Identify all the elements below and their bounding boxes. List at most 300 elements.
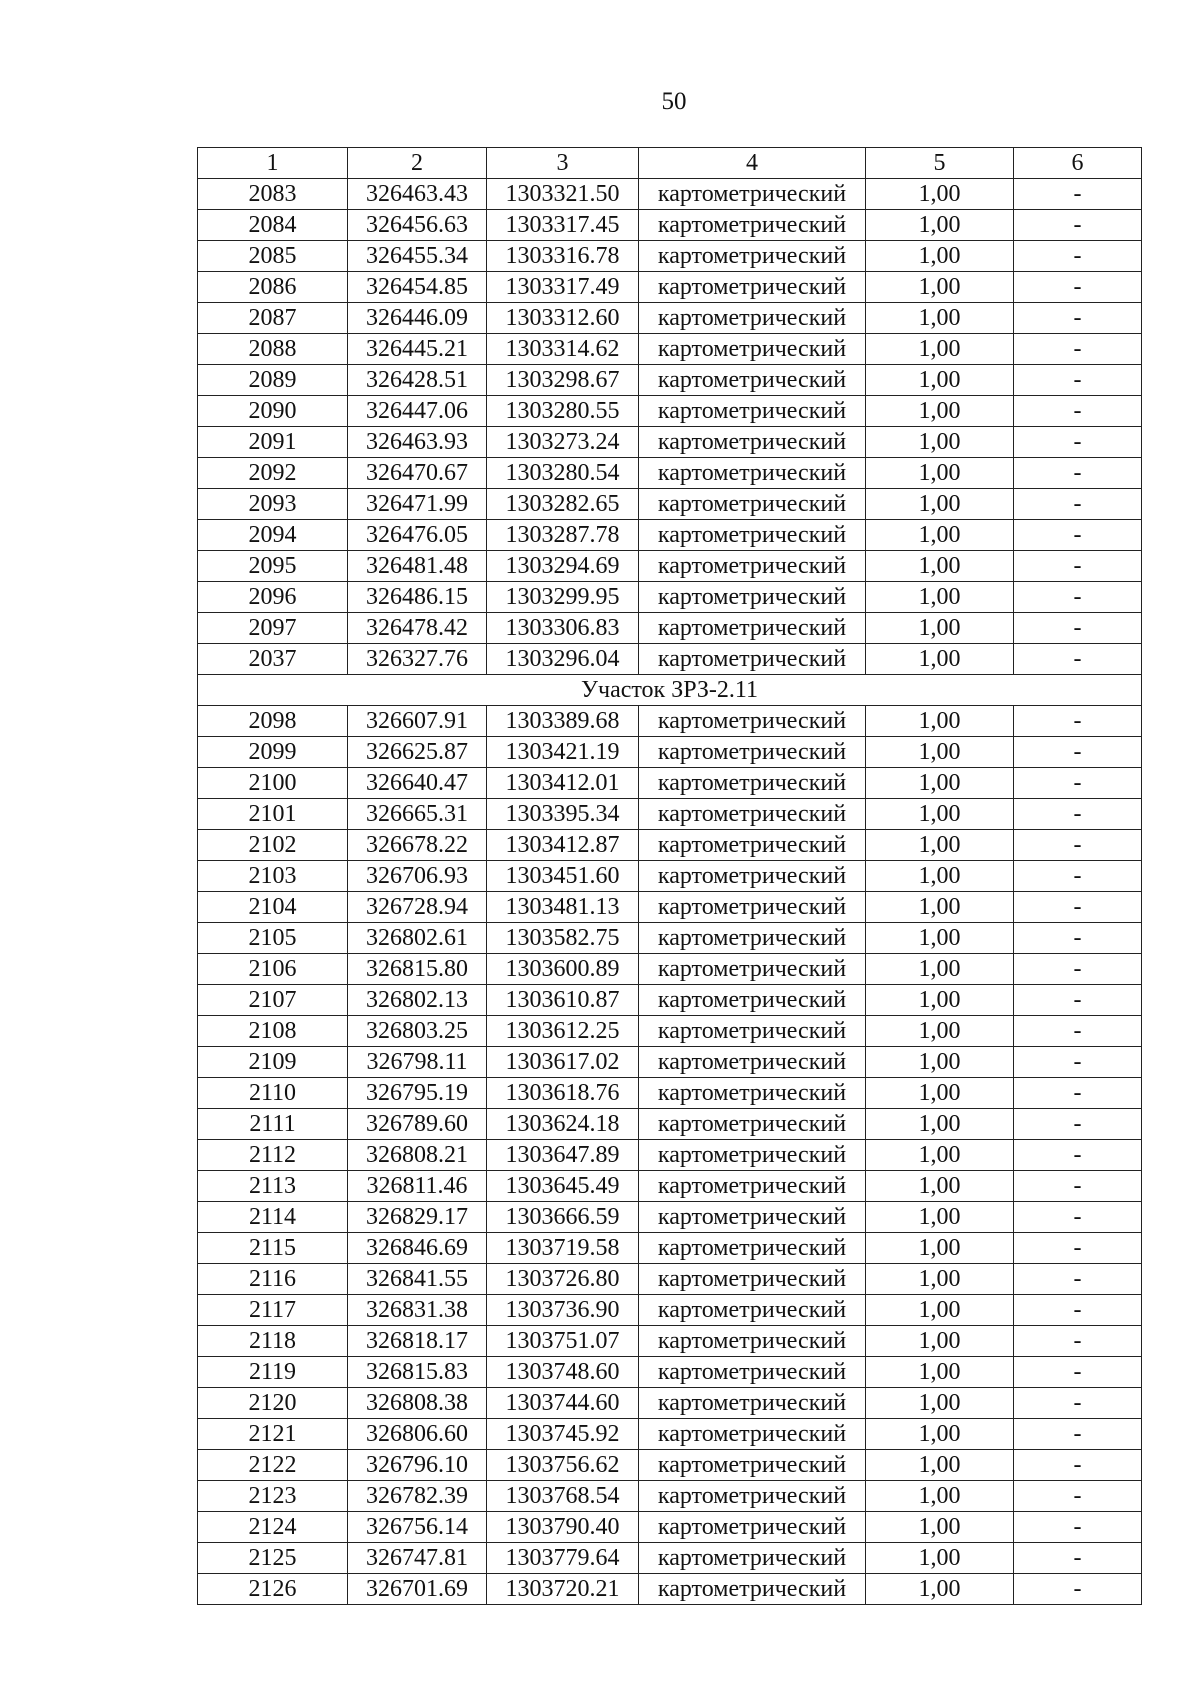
table-header-cell: 5 [866, 148, 1014, 179]
table-cell: 1,00 [866, 334, 1014, 365]
table-cell: 1303647.89 [487, 1140, 639, 1171]
table-row [198, 582, 1142, 613]
table-cell: 1303312.60 [487, 303, 639, 334]
table-cell: 1303719.58 [487, 1233, 639, 1264]
table-cell: картометрический [639, 551, 866, 582]
table-cell: 1303298.67 [487, 365, 639, 396]
table-row [198, 1078, 1142, 1109]
table-cell: - [1014, 830, 1142, 861]
table-row [198, 923, 1142, 954]
table-cell: картометрический [639, 1295, 866, 1326]
table-cell: 326789.60 [348, 1109, 487, 1140]
table-cell: 1303748.60 [487, 1357, 639, 1388]
table-cell: 1303610.87 [487, 985, 639, 1016]
table-cell: - [1014, 923, 1142, 954]
table-cell: 326803.25 [348, 1016, 487, 1047]
table-cell: - [1014, 1078, 1142, 1109]
table-cell: - [1014, 613, 1142, 644]
table-cell: 1,00 [866, 1450, 1014, 1481]
table-cell: 1303273.24 [487, 427, 639, 458]
table-cell: - [1014, 1264, 1142, 1295]
table-cell: 1,00 [866, 1016, 1014, 1047]
table-cell: 1,00 [866, 706, 1014, 737]
table-row [198, 1295, 1142, 1326]
table-cell: 2104 [198, 892, 348, 923]
table-cell: 2091 [198, 427, 348, 458]
table-cell: 1,00 [866, 1295, 1014, 1326]
table-cell: картометрический [639, 1140, 866, 1171]
table-cell: - [1014, 179, 1142, 210]
table-row [198, 365, 1142, 396]
table-cell: картометрический [639, 396, 866, 427]
table-row [198, 892, 1142, 923]
table-cell: 2108 [198, 1016, 348, 1047]
table-cell: 326470.67 [348, 458, 487, 489]
table-cell: 326706.93 [348, 861, 487, 892]
table-cell: 1303395.34 [487, 799, 639, 830]
table-cell: 1,00 [866, 272, 1014, 303]
table-cell: 1,00 [866, 613, 1014, 644]
table-cell: картометрический [639, 613, 866, 644]
table-cell: 326640.47 [348, 768, 487, 799]
table-row [198, 737, 1142, 768]
table-cell: - [1014, 1388, 1142, 1419]
table-header-cell: 2 [348, 148, 487, 179]
table-row [198, 241, 1142, 272]
table-cell: 2109 [198, 1047, 348, 1078]
table-cell: 2095 [198, 551, 348, 582]
table-cell: 2102 [198, 830, 348, 861]
table-cell: 1303314.62 [487, 334, 639, 365]
table-cell: 1,00 [866, 1264, 1014, 1295]
table-row [198, 489, 1142, 520]
table-cell: картометрический [639, 303, 866, 334]
table-cell: - [1014, 737, 1142, 768]
table-cell: 1303389.68 [487, 706, 639, 737]
table-cell: 326728.94 [348, 892, 487, 923]
table-cell: - [1014, 768, 1142, 799]
table-cell: - [1014, 1109, 1142, 1140]
table-cell: 1303745.92 [487, 1419, 639, 1450]
table-cell: 1,00 [866, 1233, 1014, 1264]
table-cell: 1303618.76 [487, 1078, 639, 1109]
table-cell: картометрический [639, 1047, 866, 1078]
table-cell: 1303294.69 [487, 551, 639, 582]
table-cell: картометрический [639, 458, 866, 489]
table-cell: картометрический [639, 365, 866, 396]
table-cell: картометрический [639, 179, 866, 210]
table-cell: 2037 [198, 644, 348, 675]
table-cell: 326808.21 [348, 1140, 487, 1171]
table-cell: 1303299.95 [487, 582, 639, 613]
table-cell: 326802.61 [348, 923, 487, 954]
table-cell: 2110 [198, 1078, 348, 1109]
table-cell: картометрический [639, 1202, 866, 1233]
table-cell: 1,00 [866, 582, 1014, 613]
table-cell: картометрический [639, 923, 866, 954]
table-cell: 326625.87 [348, 737, 487, 768]
table-cell: 2117 [198, 1295, 348, 1326]
section-title: Участок ЗРЗ-2.11 [198, 675, 1142, 706]
table-cell: 1,00 [866, 768, 1014, 799]
coordinates-table-body [198, 148, 1142, 1605]
table-cell: картометрический [639, 1481, 866, 1512]
table-cell: - [1014, 892, 1142, 923]
table-row [198, 985, 1142, 1016]
table-row [198, 1109, 1142, 1140]
table-cell: 326795.19 [348, 1078, 487, 1109]
table-cell: 1303612.25 [487, 1016, 639, 1047]
table-cell: 1303421.19 [487, 737, 639, 768]
table-cell: - [1014, 954, 1142, 985]
table-cell: 2090 [198, 396, 348, 427]
table-cell: 1,00 [866, 1202, 1014, 1233]
table-row [198, 706, 1142, 737]
table-cell: 2093 [198, 489, 348, 520]
table-row [198, 830, 1142, 861]
table-row [198, 1481, 1142, 1512]
table-cell: 326831.38 [348, 1295, 487, 1326]
table-cell: 2120 [198, 1388, 348, 1419]
table-row [198, 1326, 1142, 1357]
table-cell: - [1014, 427, 1142, 458]
table-cell: картометрический [639, 1326, 866, 1357]
table-cell: 326841.55 [348, 1264, 487, 1295]
table-cell: 326806.60 [348, 1419, 487, 1450]
table-cell: картометрический [639, 272, 866, 303]
table-cell: 326798.11 [348, 1047, 487, 1078]
table-cell: 1,00 [866, 520, 1014, 551]
table-row [198, 458, 1142, 489]
table-cell: 2124 [198, 1512, 348, 1543]
table-row [198, 1450, 1142, 1481]
table-cell: - [1014, 799, 1142, 830]
table-cell: 2100 [198, 768, 348, 799]
table-cell: 326607.91 [348, 706, 487, 737]
table-cell: 1,00 [866, 1357, 1014, 1388]
table-cell: 1,00 [866, 365, 1014, 396]
table-cell: 326455.34 [348, 241, 487, 272]
table-cell: картометрический [639, 1016, 866, 1047]
table-cell: картометрический [639, 861, 866, 892]
table-cell: 2088 [198, 334, 348, 365]
table-cell: 2118 [198, 1326, 348, 1357]
table-cell: 2096 [198, 582, 348, 613]
table-cell: - [1014, 1419, 1142, 1450]
table-cell: 2115 [198, 1233, 348, 1264]
table-cell: 1,00 [866, 1388, 1014, 1419]
table-cell: 2097 [198, 613, 348, 644]
table-cell: картометрический [639, 489, 866, 520]
table-cell: - [1014, 1481, 1142, 1512]
table-cell: 1303790.40 [487, 1512, 639, 1543]
table-cell: - [1014, 1016, 1142, 1047]
table-row [198, 210, 1142, 241]
table-cell: 1,00 [866, 1481, 1014, 1512]
table-row [198, 1233, 1142, 1264]
table-cell: 1303666.59 [487, 1202, 639, 1233]
table-header-row [198, 148, 1142, 179]
table-cell: 1303768.54 [487, 1481, 639, 1512]
table-cell: 1303287.78 [487, 520, 639, 551]
table-cell: 326486.15 [348, 582, 487, 613]
table-cell: 1,00 [866, 210, 1014, 241]
table-cell: 2085 [198, 241, 348, 272]
table-cell: - [1014, 1357, 1142, 1388]
table-cell: картометрический [639, 954, 866, 985]
table-cell: - [1014, 1326, 1142, 1357]
table-cell: картометрический [639, 241, 866, 272]
table-cell: картометрический [639, 768, 866, 799]
table-cell: картометрический [639, 1109, 866, 1140]
table-cell: картометрический [639, 1171, 866, 1202]
table-cell: 2084 [198, 210, 348, 241]
table-cell: 1,00 [866, 241, 1014, 272]
table-cell: - [1014, 1140, 1142, 1171]
table-cell: 1,00 [866, 427, 1014, 458]
table-cell: 1303321.50 [487, 179, 639, 210]
table-cell: 1303779.64 [487, 1543, 639, 1574]
table-cell: картометрический [639, 210, 866, 241]
table-cell: 1,00 [866, 923, 1014, 954]
table-cell: 1,00 [866, 1326, 1014, 1357]
table-cell: 2087 [198, 303, 348, 334]
table-cell: 1,00 [866, 985, 1014, 1016]
table-row [198, 303, 1142, 334]
table-cell: 1303316.78 [487, 241, 639, 272]
table-cell: - [1014, 520, 1142, 551]
table-cell: - [1014, 1574, 1142, 1605]
table-cell: картометрический [639, 1233, 866, 1264]
table-cell: 1303720.21 [487, 1574, 639, 1605]
table-cell: - [1014, 1512, 1142, 1543]
table-cell: 326701.69 [348, 1574, 487, 1605]
table-cell: 326463.43 [348, 179, 487, 210]
table-header-cell: 6 [1014, 148, 1142, 179]
table-cell: картометрический [639, 706, 866, 737]
table-cell: - [1014, 489, 1142, 520]
table-cell: 1,00 [866, 737, 1014, 768]
table-cell: 1,00 [866, 1047, 1014, 1078]
table-cell: картометрический [639, 644, 866, 675]
table-cell: 1,00 [866, 892, 1014, 923]
table-cell: 1,00 [866, 458, 1014, 489]
table-row [198, 861, 1142, 892]
table-cell: - [1014, 582, 1142, 613]
table-cell: 1303645.49 [487, 1171, 639, 1202]
table-cell: 2126 [198, 1574, 348, 1605]
table-row [198, 396, 1142, 427]
table-cell: картометрический [639, 1388, 866, 1419]
table-cell: 2121 [198, 1419, 348, 1450]
table-cell: 1303582.75 [487, 923, 639, 954]
table-row [198, 644, 1142, 675]
table-cell: картометрический [639, 1357, 866, 1388]
table-cell: 326756.14 [348, 1512, 487, 1543]
table-cell: 326802.13 [348, 985, 487, 1016]
table-cell: - [1014, 1233, 1142, 1264]
table-header-cell: 1 [198, 148, 348, 179]
table-cell: 1,00 [866, 551, 1014, 582]
table-cell: 326782.39 [348, 1481, 487, 1512]
table-cell: 326463.93 [348, 427, 487, 458]
table-cell: 326665.31 [348, 799, 487, 830]
table-cell: 2107 [198, 985, 348, 1016]
table-cell: - [1014, 861, 1142, 892]
table-row [198, 768, 1142, 799]
table-cell: картометрический [639, 1543, 866, 1574]
table-cell: 2125 [198, 1543, 348, 1574]
table-cell: 1303306.83 [487, 613, 639, 644]
table-cell: 2119 [198, 1357, 348, 1388]
table-cell: 326327.76 [348, 644, 487, 675]
table-row [198, 1357, 1142, 1388]
table-cell: - [1014, 985, 1142, 1016]
table-cell: картометрический [639, 1078, 866, 1109]
table-cell: 326829.17 [348, 1202, 487, 1233]
table-cell: 1303736.90 [487, 1295, 639, 1326]
table-cell: 1303412.87 [487, 830, 639, 861]
table-cell: - [1014, 272, 1142, 303]
table-cell: 326808.38 [348, 1388, 487, 1419]
table-cell: 1,00 [866, 1574, 1014, 1605]
table-cell: 1303481.13 [487, 892, 639, 923]
table-cell: 1,00 [866, 799, 1014, 830]
table-cell: 2103 [198, 861, 348, 892]
table-cell: 1,00 [866, 830, 1014, 861]
table-cell: 2099 [198, 737, 348, 768]
table-cell: картометрический [639, 427, 866, 458]
table-cell: 1,00 [866, 1140, 1014, 1171]
table-cell: картометрический [639, 334, 866, 365]
table-cell: 2112 [198, 1140, 348, 1171]
table-row [198, 520, 1142, 551]
table-row [198, 334, 1142, 365]
table-cell: 1,00 [866, 1543, 1014, 1574]
table-cell: 1303296.04 [487, 644, 639, 675]
table-row [198, 1388, 1142, 1419]
table-cell: 2111 [198, 1109, 348, 1140]
table-cell: - [1014, 458, 1142, 489]
table-row [198, 954, 1142, 985]
table-cell: 1303624.18 [487, 1109, 639, 1140]
table-cell: 326445.21 [348, 334, 487, 365]
table-cell: картометрический [639, 985, 866, 1016]
table-cell: 1,00 [866, 396, 1014, 427]
table-header-cell: 3 [487, 148, 639, 179]
table-cell: 326471.99 [348, 489, 487, 520]
table-row [198, 1264, 1142, 1295]
table-row [198, 427, 1142, 458]
table-cell: 326678.22 [348, 830, 487, 861]
table-row [198, 1543, 1142, 1574]
table-row [198, 1202, 1142, 1233]
table-cell: 1303600.89 [487, 954, 639, 985]
table-cell: картометрический [639, 1450, 866, 1481]
table-row [198, 799, 1142, 830]
table-cell: 2122 [198, 1450, 348, 1481]
table-row [198, 1047, 1142, 1078]
table-cell: 1,00 [866, 1078, 1014, 1109]
table-cell: 326818.17 [348, 1326, 487, 1357]
table-cell: - [1014, 303, 1142, 334]
table-cell: - [1014, 365, 1142, 396]
table-cell: 326447.06 [348, 396, 487, 427]
table-row [198, 272, 1142, 303]
table-cell: 326428.51 [348, 365, 487, 396]
table-cell: 1303280.54 [487, 458, 639, 489]
table-row [198, 551, 1142, 582]
table-cell: - [1014, 1047, 1142, 1078]
table-cell: - [1014, 1295, 1142, 1326]
table-cell: - [1014, 706, 1142, 737]
table-cell: 2089 [198, 365, 348, 396]
table-cell: 326456.63 [348, 210, 487, 241]
table-cell: картометрический [639, 582, 866, 613]
table-cell: картометрический [639, 1419, 866, 1450]
table-cell: 1,00 [866, 954, 1014, 985]
table-cell: 326796.10 [348, 1450, 487, 1481]
page-number: 50 [661, 88, 687, 115]
table-row [198, 1512, 1142, 1543]
coordinates-table [197, 147, 1142, 1605]
table-cell: 2116 [198, 1264, 348, 1295]
table-cell: 2094 [198, 520, 348, 551]
table-cell: 1303451.60 [487, 861, 639, 892]
table-cell: картометрический [639, 1574, 866, 1605]
table-cell: 1303280.55 [487, 396, 639, 427]
table-cell: - [1014, 1543, 1142, 1574]
table-cell: 2098 [198, 706, 348, 737]
table-cell: картометрический [639, 520, 866, 551]
table-cell: 1303744.60 [487, 1388, 639, 1419]
table-cell: - [1014, 644, 1142, 675]
table-cell: 326478.42 [348, 613, 487, 644]
section-row [198, 675, 1142, 706]
table-cell: 326811.46 [348, 1171, 487, 1202]
table-row [198, 1140, 1142, 1171]
table-row [198, 1016, 1142, 1047]
table-cell: 1,00 [866, 1171, 1014, 1202]
table-cell: 2113 [198, 1171, 348, 1202]
table-cell: - [1014, 1171, 1142, 1202]
table-cell: 326815.83 [348, 1357, 487, 1388]
table-cell: картометрический [639, 1512, 866, 1543]
table-cell: - [1014, 396, 1142, 427]
table-cell: картометрический [639, 830, 866, 861]
table-cell: 2101 [198, 799, 348, 830]
table-cell: 326454.85 [348, 272, 487, 303]
table-cell: 2105 [198, 923, 348, 954]
table-cell: - [1014, 1202, 1142, 1233]
table-cell: 1303756.62 [487, 1450, 639, 1481]
table-cell: 1303412.01 [487, 768, 639, 799]
table-cell: 1,00 [866, 1419, 1014, 1450]
table-cell: 1,00 [866, 1512, 1014, 1543]
table-cell: картометрический [639, 892, 866, 923]
table-cell: - [1014, 210, 1142, 241]
table-cell: 1,00 [866, 644, 1014, 675]
table-cell: 326846.69 [348, 1233, 487, 1264]
table-cell: 326476.05 [348, 520, 487, 551]
table-row [198, 613, 1142, 644]
table-cell: 326815.80 [348, 954, 487, 985]
table-cell: 326446.09 [348, 303, 487, 334]
table-row [198, 1574, 1142, 1605]
table-cell: 326481.48 [348, 551, 487, 582]
table-cell: 1,00 [866, 1109, 1014, 1140]
table-cell: 1,00 [866, 489, 1014, 520]
